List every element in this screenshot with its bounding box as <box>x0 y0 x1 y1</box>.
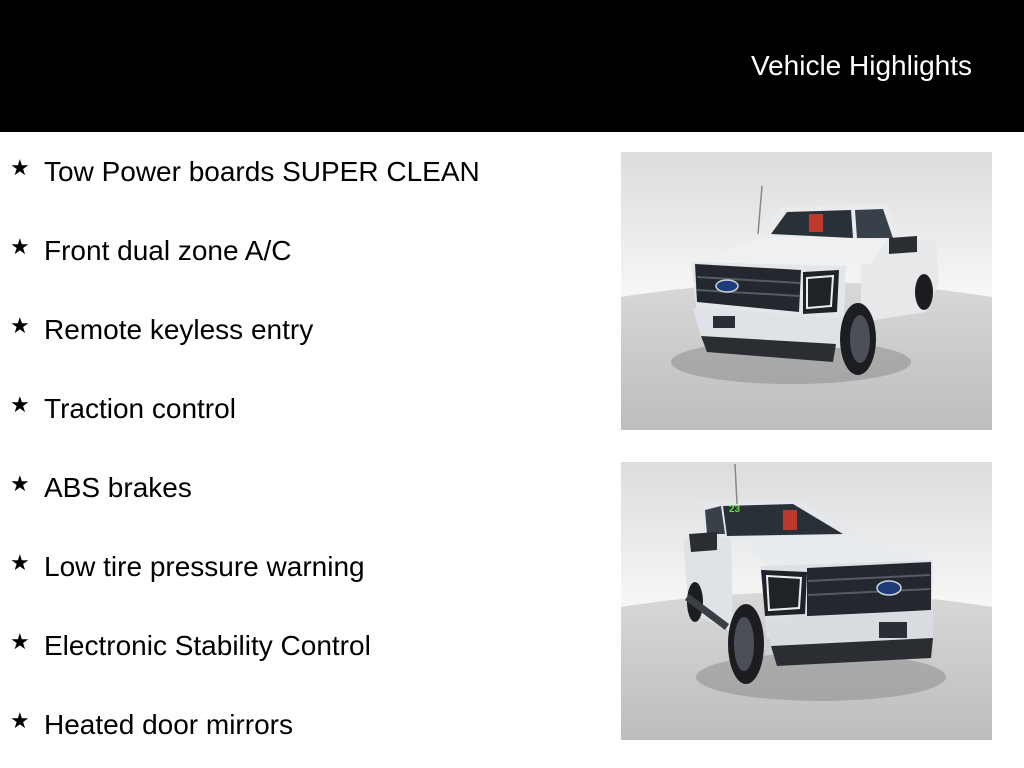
truck-front-left-photo <box>621 152 992 430</box>
feature-label: Remote keyless entry <box>44 314 314 345</box>
truck-front-right-photo <box>621 462 992 740</box>
star-icon: ★ <box>10 550 30 575</box>
star-icon: ★ <box>10 313 30 338</box>
feature-label: Front dual zone A/C <box>44 235 292 266</box>
star-icon: ★ <box>10 234 30 259</box>
feature-label: Low tire pressure warning <box>44 551 365 582</box>
feature-item <box>10 547 365 587</box>
svg-text:23: 23 <box>729 504 741 515</box>
star-icon: ★ <box>10 708 30 733</box>
feature-label: ABS brakes <box>44 472 192 503</box>
feature-item <box>10 389 236 429</box>
feature-item <box>10 231 291 271</box>
feature-label: Electronic Stability Control <box>44 630 371 661</box>
star-icon: ★ <box>10 471 30 496</box>
feature-item <box>10 152 480 192</box>
page-title: Vehicle Highlights <box>750 50 972 81</box>
feature-item <box>10 468 192 508</box>
star-icon: ★ <box>10 392 30 417</box>
feature-item <box>10 310 313 350</box>
feature-label: Tow Power boards SUPER CLEAN <box>44 156 480 187</box>
header-bar <box>0 0 1024 132</box>
star-icon: ★ <box>10 629 30 654</box>
star-icon: ★ <box>10 155 30 180</box>
feature-item <box>10 626 371 666</box>
feature-label: Heated door mirrors <box>44 709 293 740</box>
feature-item <box>10 705 293 745</box>
feature-label: Traction control <box>44 393 236 424</box>
